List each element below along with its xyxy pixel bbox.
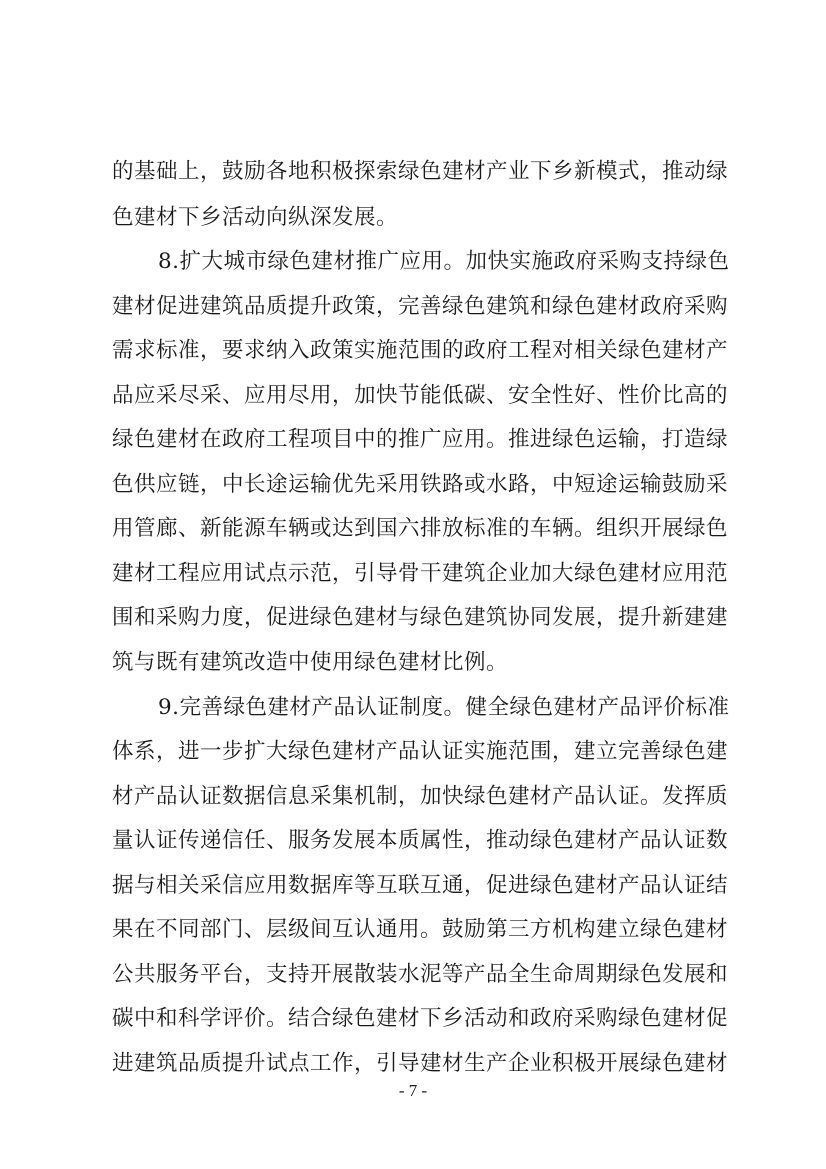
text-line: 色建材下乡活动向纵深发展。 (112, 205, 399, 230)
page-number: - 7 - (398, 1081, 428, 1100)
text-line: 筑与既有建筑改造中使用绿色建材比例。 (112, 650, 509, 675)
text-line: 碳中和科学评价。结合绿色建材下乡活动和政府采购绿色建材促 (112, 1006, 729, 1031)
paragraph-heading-line: 9.完善绿色建材产品认证制度。健全绿色建材产品评价标准 (158, 695, 730, 720)
text-line: 建材工程应用试点示范，引导骨干建筑企业加大绿色建材应用范 (112, 561, 729, 586)
text-line: 材产品认证数据信息采集机制，加快绿色建材产品认证。发挥质 (112, 784, 729, 809)
text-line: 的基础上，鼓励各地积极探索绿色建材产业下乡新模式，推动绿 (112, 159, 729, 184)
text-line: 果在不同部门、层级间互认通用。鼓励第三方机构建立绿色建材 (112, 917, 729, 942)
text-line: 品应采尽采、应用尽用，加快节能低碳、安全性好、性价比高的 (112, 383, 729, 408)
text-line: 据与相关采信应用数据库等互联互通，促进绿色建材产品认证结 (112, 873, 729, 898)
text-line: 围和采购力度，促进绿色建材与绿色建筑协同发展，提升新建建 (112, 605, 729, 630)
text-line: 公共服务平台，支持开展散装水泥等产品全生命周期绿色发展和 (112, 962, 729, 987)
text-line: 体系，进一步扩大绿色建材产品认证实施范围，建立完善绿色建 (112, 739, 729, 764)
text-line: 量认证传递信任、服务发展本质属性，推动绿色建材产品认证数 (112, 828, 729, 853)
text-line: 用管廊、新能源车辆或达到国六排放标准的车辆。组织开展绿色 (112, 516, 729, 541)
text-line: 建材促进建筑品质提升政策，完善绿色建筑和绿色建材政府采购 (112, 294, 729, 319)
text-line: 进建筑品质提升试点工作，引导建材生产企业积极开展绿色建材 (112, 1051, 729, 1076)
text-line: 绿色建材在政府工程项目中的推广应用。推进绿色运输，打造绿 (112, 427, 729, 452)
text-line: 需求标准，要求纳入政策实施范围的政府工程对相关绿色建材产 (112, 338, 729, 363)
text-line: 色供应链，中长途运输优先采用铁路或水路，中短途运输鼓励采 (112, 472, 729, 497)
paragraph-heading-line: 8.扩大城市绿色建材推广应用。加快实施政府采购支持绿色 (158, 249, 730, 274)
